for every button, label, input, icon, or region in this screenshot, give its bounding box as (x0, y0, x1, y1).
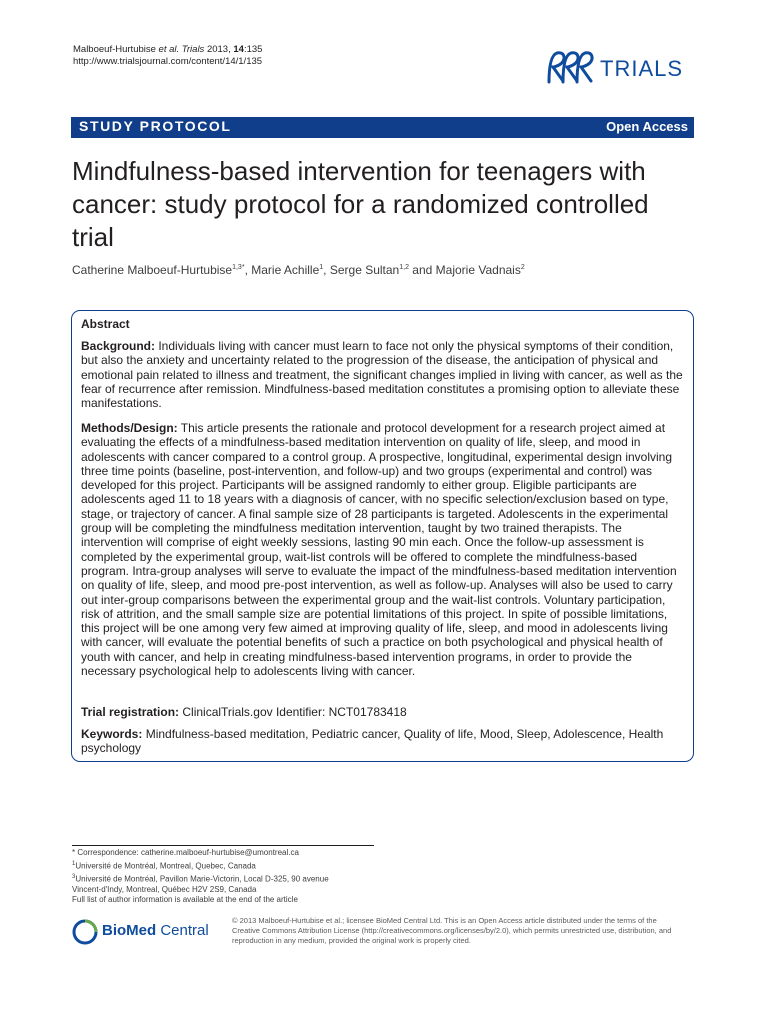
biomed-central-logo-mark (74, 921, 96, 943)
abstract-heading: Abstract (81, 317, 130, 331)
abstract-keywords (81, 727, 686, 756)
trials-logo-mark (549, 53, 592, 82)
abstract-background (81, 339, 686, 410)
central-logo-text: Central (156, 922, 209, 939)
author-affiliation: 1 (319, 264, 324, 271)
license-statement: © 2013 Malboeuf-Hurtubise et al.; licensee BioMed Central Ltd. This is an Open Access article distributed under the terms of the Creative Commons Attribution License (http://creativecommons.org/licenses/by/2.0), which permits unrestricted use, distribution, and reproduction in any medium, provided the original work is properly cited. (232, 916, 672, 945)
affiliation-number: 3 (72, 873, 76, 880)
abstract-trial-registration (81, 705, 686, 719)
correspondence-line (72, 848, 329, 859)
article-url[interactable]: http://www.trialsjournal.com/content/14/1/135 (73, 56, 263, 67)
citation-authors: Malboeuf-Hurtubise (73, 44, 159, 55)
correspondence-label: * Correspondence: (72, 848, 141, 857)
background-label: Background: (81, 339, 156, 353)
footnote-divider (72, 845, 374, 846)
author-separator: , (323, 263, 330, 277)
article-type-label: STUDY PROTOCOL (79, 118, 232, 134)
affiliation-3-line2: Vincent-d'Indy, Montreal, Québec H2V 2S9, Canada (72, 884, 257, 894)
author-name[interactable]: Marie Achille (251, 263, 320, 277)
author-name[interactable]: Catherine Malboeuf-Hurtubise (72, 263, 233, 277)
trial-text: ClinicalTrials.gov Identifier: NCT01783418 (179, 705, 407, 719)
author-separator: , (244, 263, 252, 277)
full-author-info-note: Full list of author information is available at the end of the article (72, 895, 298, 905)
methods-text: This article presents the rationale and protocol development for a research project aimed at evaluating the effects of a mindfulness-based meditation intervention on quality of life, sleep, and mood in adolescents with cancer compared to a control group. A prospective, longitudinal, experimental design involving three time points (baseline, post-intervention, and follow-up) and two groups (experimental and control) was developed for this project. Participants will be assigned randomly to either group. Eligible participants are adolescents aged 11 to 18 years with a diagnosis of cancer, with no specific selection/exclusion based on type, stage, or trajectory of cancer. A final sample size of 28 participants is targeted. Adolescents in the experimental group will be completing the mindfulness meditation intervention, taught by two trained therapists. The intervention will comprise of eight weekly sessions, lasting 90 min each. Once the follow-up assessment is completed by the experimental group, wait-list controls will be offered to complete the mindfulness-based program. Intra-group analyses will serve to evaluate the impact of the mindfulness-based meditation intervention on quality of life, sleep, and mood pre-post intervention, as well as follow-up. Analyses will also be used to carry out inter-group comparisons between the experimental group and the wait-list controls. Voluntary participation, risk of attrition, and the small sample size are potential limitations of this project. In spite of possible limitations, this project will be one among very few aimed at improving quality of life, sleep, and mood in adolescents living with cancer, will evaluate the potential benefits of such a practice on both psychological and physical health of youth with cancer, and help in creating mindfulness-based intervention programs, in order to provide the necessary psychological help to adolescents living with cancer. (81, 421, 677, 679)
keywords-label: Keywords: (81, 727, 143, 741)
biomed-central-logo-text (102, 922, 209, 939)
trials-logo-text: TRIALS (600, 56, 684, 81)
correspondence-email[interactable]: catherine.malboeuf-hurtubise@umontreal.ca (140, 848, 299, 857)
keywords-text: Mindfulness-based meditation, Pediatric cancer, Quality of life, Mood, Sleep, Adolescence, Health psychology (81, 727, 664, 756)
affiliation-text: Université de Montréal, Montreal, Quebec, Canada (75, 861, 256, 871)
citation-line (73, 44, 262, 56)
affiliation-3 (72, 872, 329, 885)
author-separator: and (408, 263, 436, 277)
methods-label: Methods/Design: (81, 421, 178, 435)
citation-etal: et al. (158, 44, 180, 55)
footnotes (72, 848, 329, 906)
background-text: Individuals living with cancer must learn to face not only the physical symptoms of their condition, but also the anxiety and uncertainty related to the progression of the disease, the anticipation of physical and emotional pain related to illness and treatment, the significant changes implied in living with cancer, as well as the fear of recurrence after remission. Mindfulness-based meditation constitutes a promising option to alleviate these manifestations. (81, 339, 683, 411)
affiliation-number: 1 (72, 860, 76, 867)
abstract-methods (81, 421, 686, 678)
affiliation-text: Université de Montréal, Pavillon Marie-Victorin, Local D-325, 90 avenue (75, 874, 329, 884)
citation-header (73, 44, 262, 68)
article-title: Mindfulness-based intervention for teenagers with cancer: study protocol for a randomized controlled trial (72, 156, 649, 252)
author-name[interactable]: Majorie Vadnais (435, 263, 521, 277)
article-type-banner (71, 117, 694, 138)
affiliation-1 (72, 859, 329, 872)
author-list (72, 263, 525, 277)
author-affiliation: 1,2 (399, 264, 409, 271)
author-name[interactable]: Serge Sultan (329, 263, 400, 277)
citation-year: 2013, (204, 44, 234, 55)
citation-pages: :135 (243, 44, 263, 55)
biomed-logo-bold: BioMed (102, 922, 157, 939)
author-affiliation: 2 (520, 264, 525, 271)
citation-volume: 14 (233, 44, 244, 55)
open-access-label: Open Access (606, 119, 688, 134)
citation-journal: Trials (179, 44, 205, 55)
trial-label: Trial registration: (81, 705, 180, 719)
author-affiliation: 1,3* (232, 264, 245, 271)
